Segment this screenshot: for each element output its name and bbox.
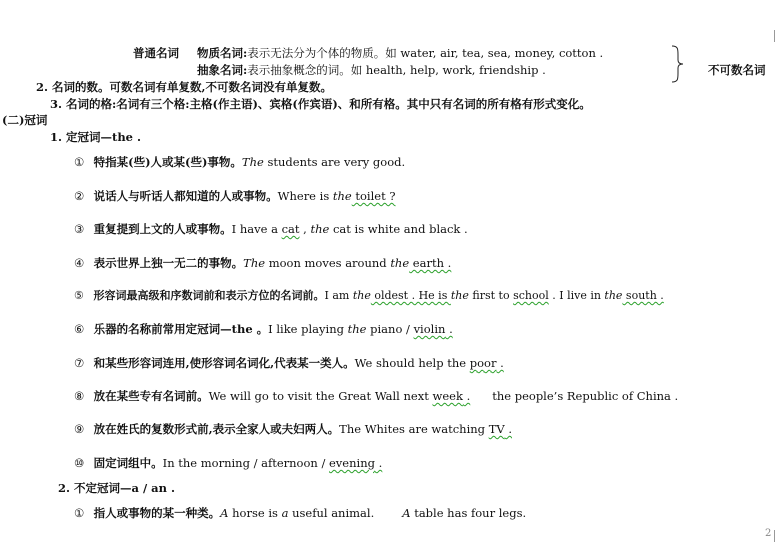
- example-text: horse is: [228, 506, 282, 520]
- example-text: piano /: [366, 322, 414, 336]
- example-text: In the morning / afternoon /: [162, 456, 329, 470]
- example-article: the: [450, 289, 469, 302]
- example-text: ,: [299, 222, 311, 236]
- example-text: the people’s Republic of China .: [492, 389, 679, 403]
- definite-rule-7: [74, 356, 504, 370]
- definite-rule-1: [74, 155, 405, 169]
- example-text: south .: [622, 289, 664, 302]
- noun-number-item: 2. 名词的数。可数名词有单复数,不可数名词没有单复数。: [36, 80, 333, 94]
- abstract-noun-line: [197, 63, 546, 77]
- rule-description: 说话人与听话人都知道的人或事物。: [93, 189, 278, 203]
- abstract-noun-text: 表示抽象概念的词。如 health, help, work, friendship .: [247, 63, 546, 77]
- example-text: .: [445, 322, 453, 336]
- example-text: I like playing: [268, 322, 348, 336]
- item-number: ⑧: [74, 389, 85, 403]
- example-text: I am: [324, 289, 353, 302]
- page-edge-mark: [774, 30, 778, 42]
- example-article: the: [352, 289, 371, 302]
- item-number: ⑥: [74, 322, 85, 336]
- material-noun-text: 表示无法分为个体的物质。如 water, air, tea, sea, money, cotton .: [247, 46, 604, 60]
- example-text: We should help the: [354, 356, 470, 370]
- definite-rule-2: [74, 189, 396, 203]
- example-text: We will go to visit the Great Wall next: [208, 389, 433, 403]
- item-number: ①: [74, 506, 85, 520]
- articles-section-title: (二)冠词: [2, 113, 48, 127]
- rule-description: 放在姓氏的复数形式前,表示全家人或夫妇两人。: [93, 422, 340, 436]
- item-number: ⑦: [74, 356, 85, 370]
- example-text: violin: [413, 322, 446, 336]
- rule-description: 特指某(些)人或某(些)事物。: [93, 155, 242, 169]
- example-text: The Whites are watching: [339, 422, 489, 436]
- item-number: ②: [74, 189, 85, 203]
- noun-case-item: 3. 名词的格:名词有三个格:主格(作主语)、宾格(作宾语)、和所有格。其中只有名词的所有格有形式变化。: [50, 97, 591, 111]
- example-article: A: [402, 506, 411, 520]
- common-noun-label: 普通名词: [133, 46, 179, 60]
- rule-description: 形容词最高级和序数词前和表示方位的名词前。: [93, 289, 325, 302]
- definite-rule-4: [74, 256, 451, 270]
- rule-description: 表示世界上独一无二的事物。: [93, 256, 244, 270]
- definite-rule-8: [74, 389, 678, 403]
- rule-description: 和某些形容词连用,使形容词名词化,代表某一类人。: [93, 356, 355, 370]
- example-text: table has four legs.: [410, 506, 527, 520]
- example-text: .: [462, 389, 471, 403]
- rule-description: 放在某些专有名词前。: [93, 389, 209, 403]
- example-text: . I live in: [548, 289, 605, 302]
- example-text: .: [496, 356, 504, 370]
- example-article: a: [281, 506, 289, 520]
- example-text: cat: [281, 222, 300, 236]
- definite-rule-9: [74, 422, 512, 436]
- definite-rule-6: [74, 322, 453, 336]
- example-text: earth .: [409, 256, 452, 270]
- indefinite-rule-1: [74, 506, 526, 520]
- item-number: ④: [74, 256, 85, 270]
- definite-rule-10: [74, 456, 382, 470]
- example-text: TV: [488, 422, 505, 436]
- example-text: .: [504, 422, 512, 436]
- abstract-noun-label: 抽象名词:: [197, 63, 248, 77]
- example-article: the: [310, 222, 330, 236]
- example-text: useful animal.: [288, 506, 375, 520]
- example-text: moon moves around: [265, 256, 391, 270]
- example-text: school: [513, 289, 549, 302]
- example-text: poor: [469, 356, 497, 370]
- item-number: ③: [74, 222, 85, 236]
- rule-description: 重复提到上文的人或事物。: [93, 222, 232, 236]
- example-text: .: [374, 456, 383, 470]
- example-text: week: [432, 389, 463, 403]
- example-article: the: [332, 189, 352, 203]
- page-edge-mark: [774, 530, 778, 542]
- example-text: evening: [329, 456, 375, 470]
- item-number: ①: [74, 155, 85, 169]
- material-noun-label: 物质名词:: [197, 46, 248, 60]
- definite-rule-5: [74, 289, 664, 303]
- definite-rule-3: [74, 222, 468, 236]
- definite-article-title: 1. 定冠词—the .: [50, 130, 142, 144]
- example-article: the: [390, 256, 410, 270]
- example-article: the: [604, 289, 623, 302]
- example-text: first to: [468, 289, 514, 302]
- example-text: I have a: [231, 222, 282, 236]
- example-article: The: [241, 155, 264, 169]
- material-noun-line: [197, 46, 603, 60]
- example-article: A: [220, 506, 229, 520]
- example-text: Where is: [277, 189, 333, 203]
- page-number: 2: [765, 528, 772, 539]
- example-text: toilet ?: [351, 189, 396, 203]
- example-article: The: [243, 256, 266, 270]
- right-brace-icon: [671, 45, 685, 83]
- item-number: ⑤: [74, 289, 84, 302]
- rule-description: 乐器的名称前常用定冠词—the 。: [93, 322, 269, 336]
- rule-description: 指人或事物的某一种类。: [93, 506, 221, 520]
- example-text: oldest . He is: [370, 289, 451, 302]
- rule-description: 固定词组中。: [93, 456, 163, 470]
- item-number: ⑩: [74, 456, 85, 470]
- uncountable-noun-label: 不可数名词: [708, 63, 766, 77]
- example-text: students are very good.: [263, 155, 406, 169]
- example-text: cat is white and black .: [329, 222, 468, 236]
- indefinite-article-title: 2. 不定冠词—a / an .: [58, 481, 175, 495]
- item-number: ⑨: [74, 422, 85, 436]
- example-article: the: [347, 322, 367, 336]
